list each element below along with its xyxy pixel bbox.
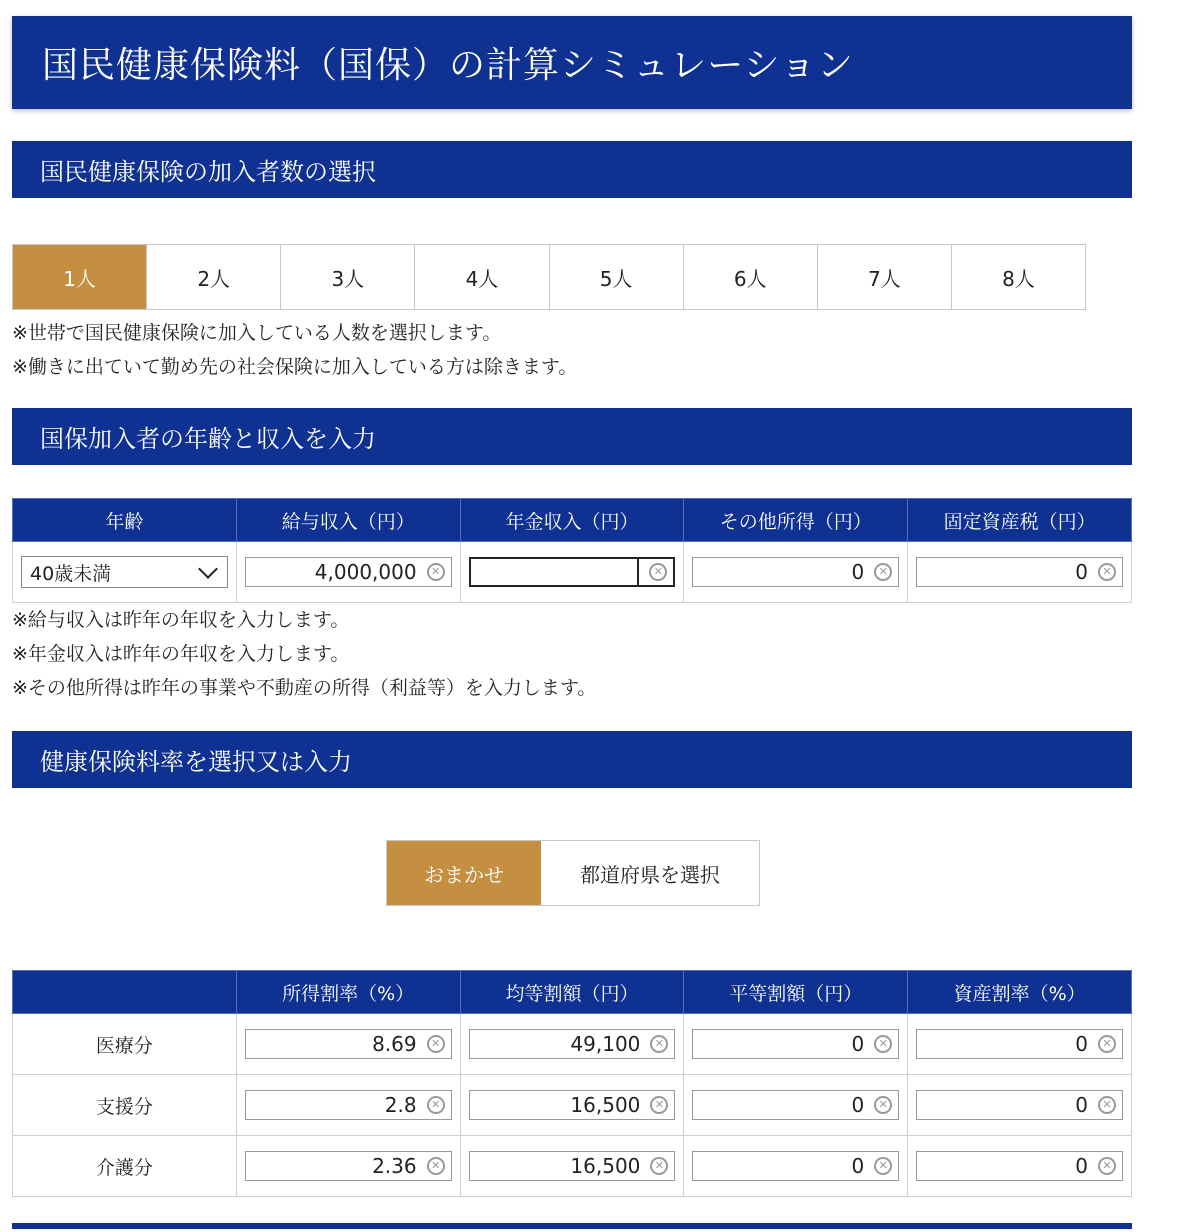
- clear-icon[interactable]: ✕: [650, 1035, 668, 1053]
- clear-icon[interactable]: ✕: [874, 1035, 892, 1053]
- members-note-2: ※働きに出ていて勤め先の社会保険に加入している方は除きます。: [12, 356, 578, 378]
- field-value: 2.8: [384, 1093, 417, 1117]
- clear-icon[interactable]: ✕: [649, 563, 667, 581]
- header-income-rate: 所得割率（%）: [236, 971, 460, 1014]
- per-household-input[interactable]: [692, 1151, 899, 1181]
- next-section-edge: [12, 1223, 1132, 1229]
- property-tax-input[interactable]: [916, 557, 1123, 587]
- table-row: [13, 1136, 1132, 1197]
- mode-prefecture-button[interactable]: 都道府県を選択: [541, 841, 759, 905]
- header-per-capita: 均等割額（円）: [460, 971, 684, 1014]
- section-heading-members: 国民健康保険の加入者数の選択: [12, 141, 1132, 198]
- asset-rate-input[interactable]: [916, 1090, 1123, 1120]
- age-select[interactable]: [21, 556, 228, 588]
- per-household-input[interactable]: [692, 1090, 899, 1120]
- clear-icon[interactable]: ✕: [427, 563, 445, 581]
- section-heading-income: 国保加入者の年齢と収入を入力: [12, 408, 1132, 465]
- row-label: 介護分: [13, 1136, 237, 1197]
- rate-mode-selector: [386, 840, 760, 906]
- field-value: 0: [851, 1093, 865, 1117]
- field-value: 0: [1075, 1154, 1088, 1178]
- header-age: 年齢: [13, 499, 237, 542]
- income-rate-input[interactable]: [245, 1029, 452, 1059]
- field-value: 0: [1075, 1093, 1088, 1117]
- salary-value: 4,000,000: [314, 560, 417, 584]
- member-count-selector: [12, 244, 1086, 310]
- field-value: 49,100: [570, 1032, 641, 1056]
- member-option-6[interactable]: 6人: [684, 245, 818, 309]
- clear-icon[interactable]: ✕: [874, 1096, 892, 1114]
- property-tax-value: 0: [1075, 560, 1088, 584]
- row-label: 支援分: [13, 1075, 237, 1136]
- page-title: 国民健康保険料（国保）の計算シミュレーション: [12, 16, 1132, 109]
- header-asset-rate: 資産割率（%）: [908, 971, 1132, 1014]
- header-per-household: 平等割額（円）: [684, 971, 908, 1014]
- income-note-3: ※その他所得は昨年の事業や不動産の所得（利益等）を入力します。: [12, 677, 597, 699]
- clear-icon[interactable]: ✕: [1098, 1157, 1116, 1175]
- field-value: 8.69: [372, 1032, 417, 1056]
- field-value: 2.36: [372, 1154, 417, 1178]
- income-note-1: ※給与収入は昨年の年収を入力します。: [12, 609, 350, 631]
- member-option-4[interactable]: 4人: [415, 245, 549, 309]
- mode-auto-button[interactable]: おまかせ: [387, 841, 541, 905]
- clear-icon[interactable]: ✕: [427, 1035, 445, 1053]
- clear-icon[interactable]: ✕: [1098, 563, 1116, 581]
- member-option-8[interactable]: 8人: [952, 245, 1085, 309]
- per-household-input[interactable]: [692, 1029, 899, 1059]
- table-row: [13, 1014, 1132, 1075]
- age-select-value: 40歳未満: [30, 562, 112, 585]
- header-pension: 年金収入（円）: [460, 499, 684, 542]
- clear-icon[interactable]: ✕: [874, 563, 892, 581]
- per-capita-input[interactable]: [469, 1029, 676, 1059]
- table-row: [13, 1075, 1132, 1136]
- clear-icon[interactable]: ✕: [650, 1096, 668, 1114]
- income-rate-input[interactable]: [245, 1151, 452, 1181]
- income-table: [12, 498, 1132, 603]
- row-label: 医療分: [13, 1014, 237, 1075]
- section-heading-rate: 健康保険料率を選択又は入力: [12, 731, 1132, 788]
- pension-input[interactable]: [469, 557, 676, 587]
- income-rate-input[interactable]: [245, 1090, 452, 1120]
- chevron-down-icon: [198, 559, 218, 579]
- clear-icon[interactable]: ✕: [650, 1157, 668, 1175]
- salary-input[interactable]: [245, 557, 452, 587]
- per-capita-input[interactable]: [469, 1151, 676, 1181]
- asset-rate-input[interactable]: [916, 1151, 1123, 1181]
- field-value: 16,500: [570, 1154, 641, 1178]
- clear-icon[interactable]: ✕: [1098, 1096, 1116, 1114]
- clear-icon[interactable]: ✕: [1098, 1035, 1116, 1053]
- field-value: 0: [851, 1032, 865, 1056]
- clear-icon[interactable]: ✕: [874, 1157, 892, 1175]
- header-salary: 給与収入（円）: [236, 499, 460, 542]
- per-capita-input[interactable]: [469, 1090, 676, 1120]
- other-income-value: 0: [851, 560, 865, 584]
- field-value: 0: [851, 1154, 865, 1178]
- header-blank: [13, 971, 237, 1014]
- member-option-1[interactable]: 1人: [13, 245, 147, 309]
- clear-icon[interactable]: ✕: [427, 1096, 445, 1114]
- member-option-7[interactable]: 7人: [818, 245, 952, 309]
- clear-icon[interactable]: ✕: [427, 1157, 445, 1175]
- member-option-2[interactable]: 2人: [147, 245, 281, 309]
- income-note-2: ※年金収入は昨年の年収を入力します。: [12, 643, 350, 665]
- other-income-input[interactable]: [692, 557, 899, 587]
- header-other-income: その他所得（円）: [684, 499, 908, 542]
- member-option-5[interactable]: 5人: [550, 245, 684, 309]
- asset-rate-input[interactable]: [916, 1029, 1123, 1059]
- members-note-1: ※世帯で国民健康保険に加入している人数を選択します。: [12, 322, 502, 344]
- member-option-3[interactable]: 3人: [281, 245, 415, 309]
- field-value: 0: [1075, 1032, 1088, 1056]
- header-property-tax: 固定資産税（円）: [908, 499, 1132, 542]
- rate-table: [12, 970, 1132, 1197]
- field-value: 16,500: [570, 1093, 641, 1117]
